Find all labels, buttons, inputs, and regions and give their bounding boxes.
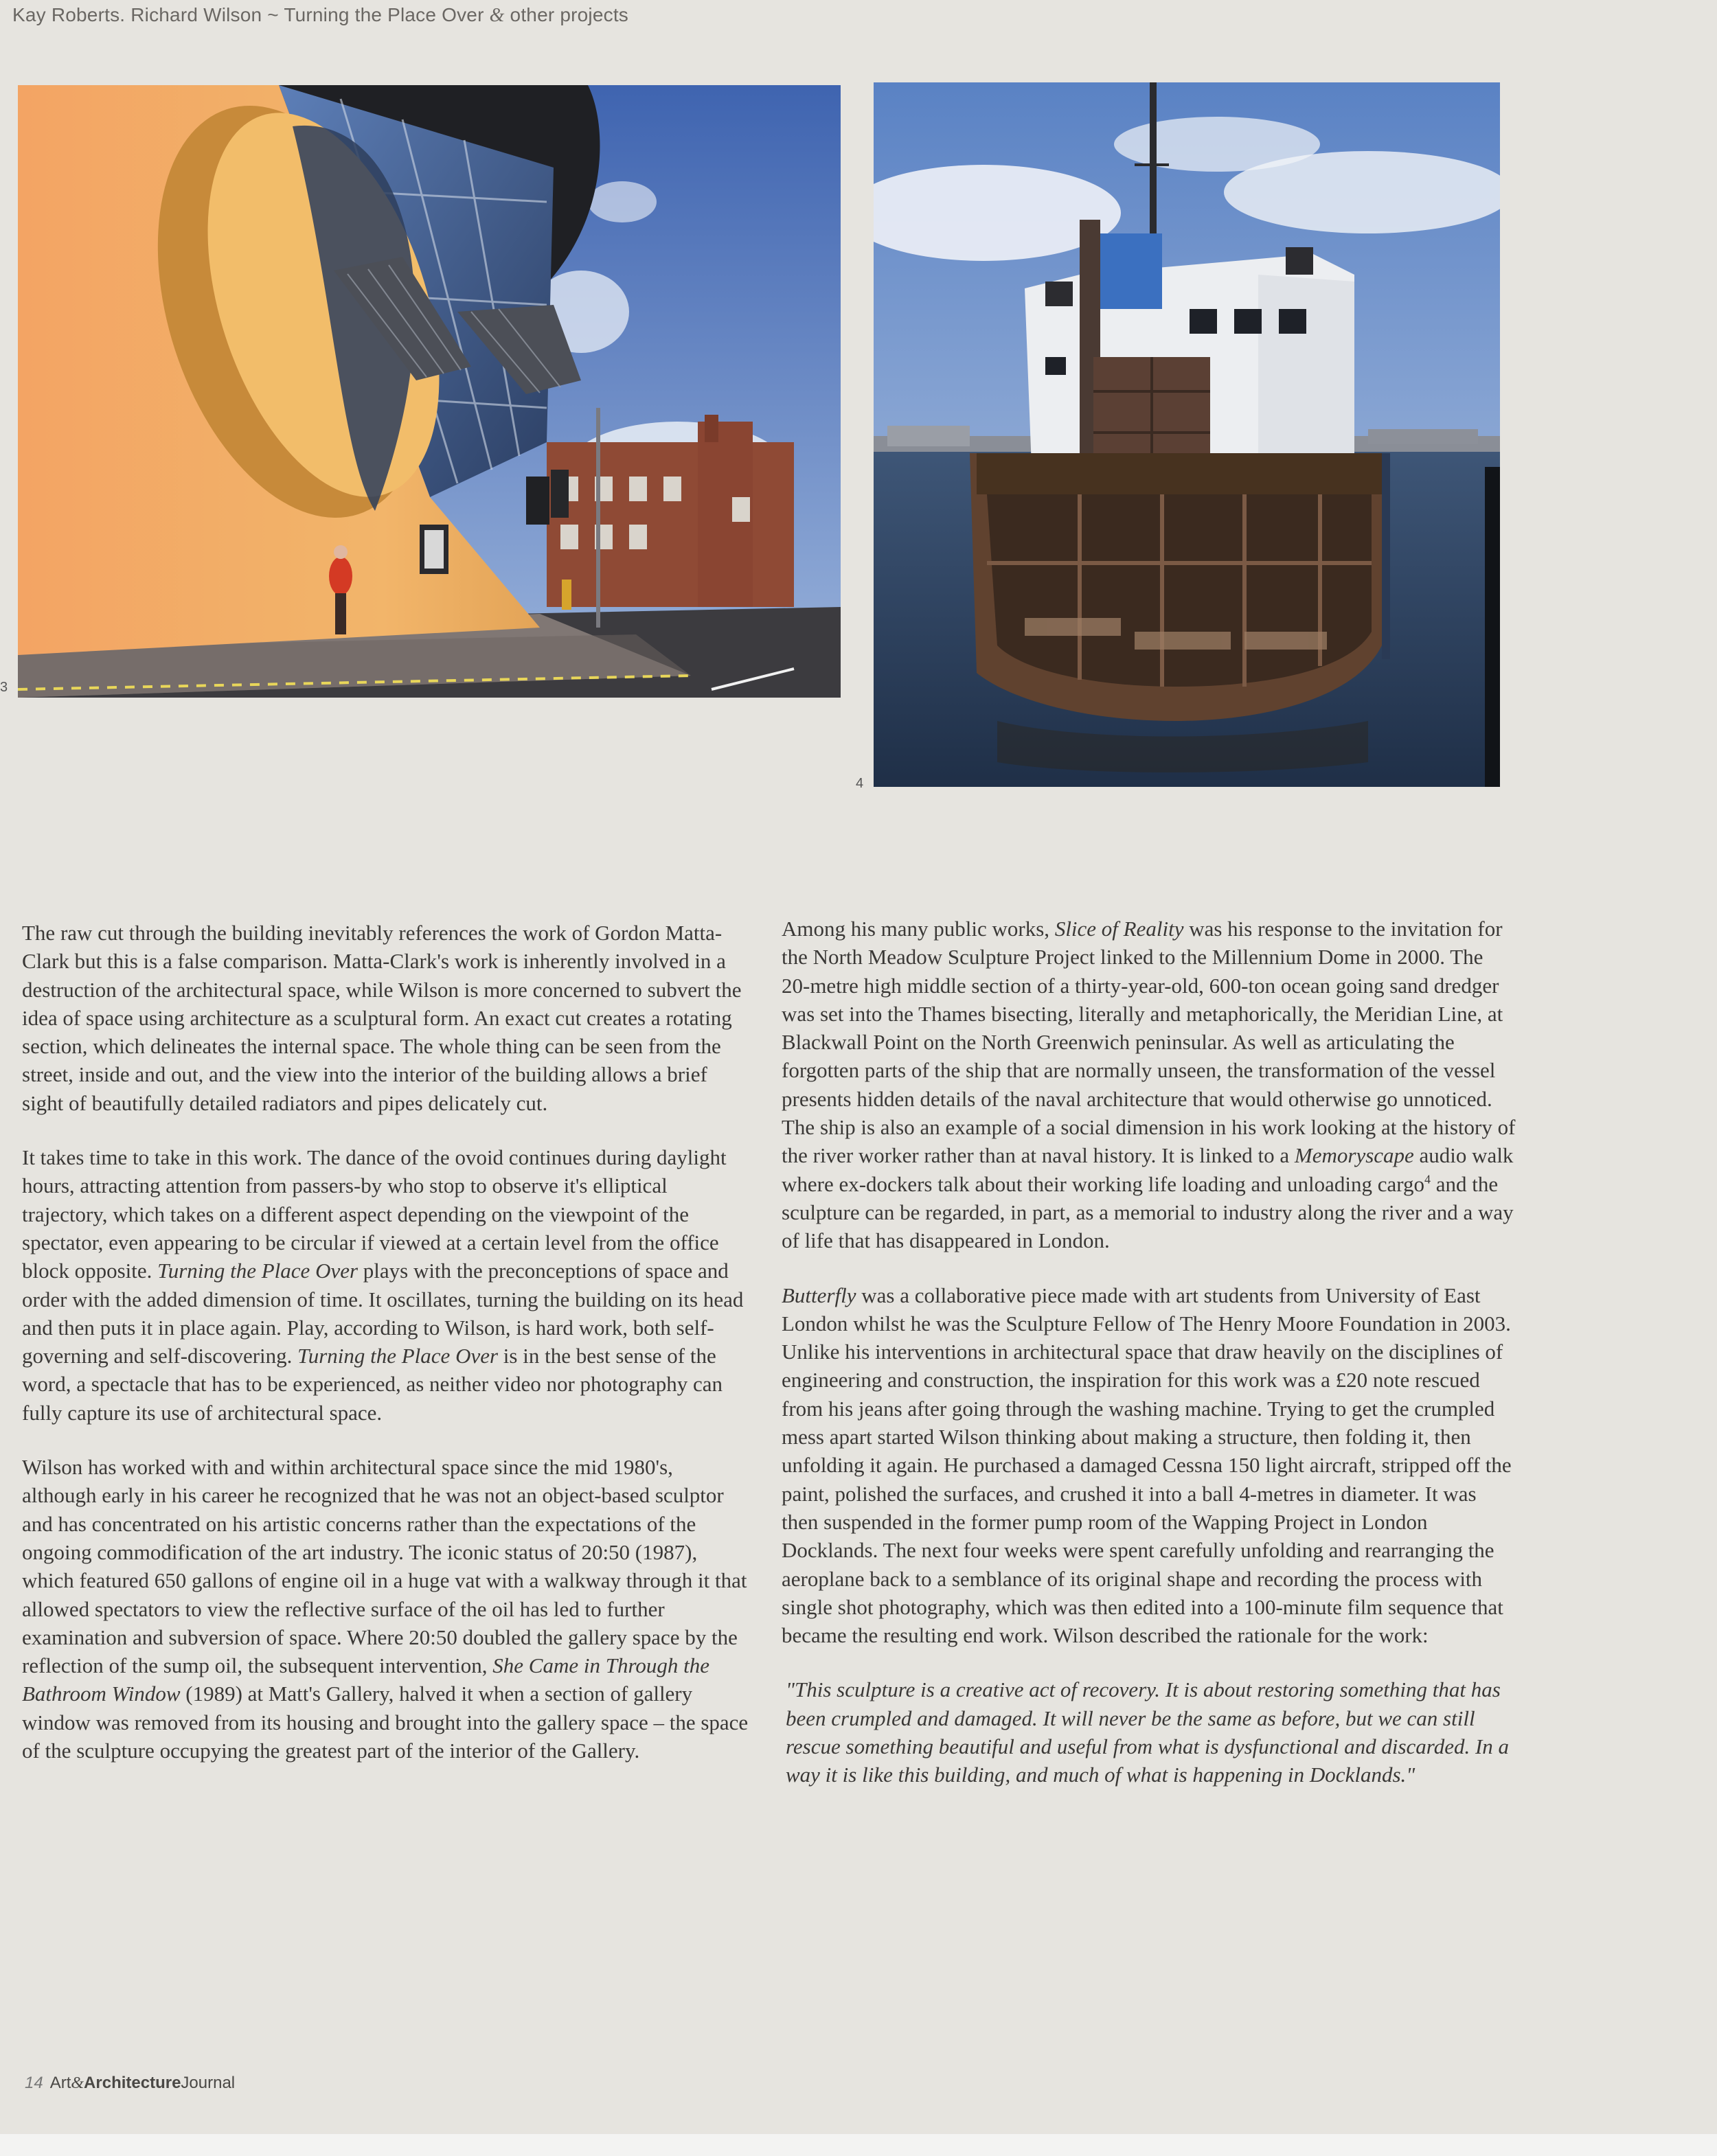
pull-quote: "This sculpture is a creative act of recovery. It is about restoring something that has been crumpled and damaged. It will never be the same as before, but we can still rescue something beautiful and useful from what is dysfunctional and discarded. In a way it is like this building, and much of what is happening in Docklands." (786, 1677, 1510, 1787)
running-head (12, 4, 628, 27)
right-p1-title-1: Slice of Reality (1054, 917, 1184, 941)
right-p2-title: Butterfly (782, 1283, 856, 1307)
header-authors: Kay Roberts. Richard Wilson (12, 4, 262, 25)
right-text-column (782, 915, 1516, 1815)
header-title-a: Turning the Place Over (284, 4, 490, 25)
right-p2-text: was a collaborative piece made with art students from University of East London whilst he was the Sculpture Fellow of The Henry Moore Foundation in 2003. Unlike his interventions in architectural space that draw heavily on the disciplines of engineering and construction, the inspiration for this work was a £20 note rescued from his jeans after going through the washing machine. Trying to get the crumpled mess apart started Wilson thinking about making a structure, then folding it, then unfolding it again. He purchased a damaged Cessna 150 light aircraft, stripped off the paint, polished the surfaces, and crushed it into a ball 4-metres in diameter. It was then suspended in the former pump room of the Wapping Project in London Docklands. The next four weeks were spent carefully unfolding and rearranging the aeroplane back to a semblance of its original shape and recording the process with single shot photography, which was then edited into a 100-minute film sequence that became the resulting end work. Wilson described the rationale for the work: (782, 1283, 1512, 1648)
ship-photo (874, 82, 1500, 787)
header-title-b: other projects (504, 4, 628, 25)
right-paragraph-1 (782, 915, 1516, 1255)
left-paragraph-3 (22, 1453, 750, 1765)
header-ampersand: & (489, 5, 505, 26)
ship-photo-image (874, 82, 1500, 787)
left-p2-title-2: Turning the Place Over (297, 1344, 499, 1368)
right-p1-text-d: and the sculpture can be regarded, in part, as a memorial to industry along the river and a way of life that has disappeared in London. (782, 1171, 1514, 1253)
journal-name-architecture: Architecture (84, 2074, 181, 2092)
left-p2-text-c: is in the best sense of the word, a spectacle that has to be experienced, as neither video nor photography can fully capture its use of architectural space. (22, 1344, 723, 1425)
left-p2-text-a: It takes time to take in this work. The dance of the ovoid continues during daylight hours, attracting attention from passers-by who stop to observe it's elliptical trajectory, which takes on a different aspect depending on the viewpoint of the spectator, even appearing to be circular if viewed at a certain level from the office block opposite. (22, 1145, 727, 1283)
left-p2-text-b: plays with the preconceptions of space and order with the added dimension of time. It oscillates, turning the building on its head and then puts it in place again. Play, according to Wilson, is hard work, both self-governing and self-discovering. (22, 1259, 744, 1368)
journal-name-ampersand: & (71, 2074, 84, 2092)
scan-edge (0, 2134, 1717, 2156)
right-paragraph-2 (782, 1281, 1516, 1650)
left-text-column (22, 919, 750, 1791)
page-number: 14 (25, 2074, 43, 2092)
left-paragraph-1: The raw cut through the building inevitably references the work of Gordon Matta-Clark but this is a false comparison. Matta-Clark's work is inherently involved in a destruction of the architectural space, while Wilson is more concerned to subvert the idea of space using architecture as a sculptural form. An exact cut creates a rotating section, which delineates the internal space. The whole thing can be seen from the street, inside and out, and the view into the interior of the building allows a brief sight of beautifully detailed radiators and pipes delicately cut. (22, 921, 742, 1115)
left-p2-title-1: Turning the Place Over (157, 1259, 359, 1283)
right-p1-text-c: audio walk where ex-dockers talk about their working life loading and unloading cargo (782, 1143, 1514, 1196)
building-photo (18, 85, 841, 698)
right-p1-text-b: was his response to the invitation for the North Meadow Sculpture Project linked to the Millennium Dome in 2000. The 20-metre high middle section of a thirty-year-old, 600-ton ocean going sand dredger was set into the Thames bisecting, literally and metaphorically, the Meridian Line, at Blackwall Point on the North Greenwich peninsular. As well as articulating the forgotten parts of the ship that are normally unseen, the transformation of the vessel presents hidden details of the naval architecture that would otherwise go unnoticed. The ship is also an example of a social dimension in his work looking at the history of the river worker rather than at naval history. It is linked to a (782, 917, 1516, 1168)
left-p3-title: She Came in Through the Bathroom Window (22, 1653, 710, 1706)
header-tilde: ~ (262, 4, 284, 25)
plate-number-4: 4 (856, 776, 864, 791)
footnote-marker: 4 (1424, 1172, 1431, 1186)
plate-number-3: 3 (0, 680, 8, 695)
right-p1-title-2: Memoryscape (1294, 1143, 1414, 1168)
right-p1-text-a: Among his many public works, (782, 917, 1055, 941)
page-footer (25, 2074, 235, 2093)
building-photo-image (18, 85, 841, 698)
journal-name-art: Art (49, 2074, 71, 2092)
left-p3-text-a: Wilson has worked with and within architectural space since the mid 1980's, although early in his career he recognized that he was not an object-based sculptor and has concentrated on his artistic concerns rather than the expectations of the ongoing commodification of the art industry. The iconic status of 20:50 (1987), which featured 650 gallons of engine oil in a huge vat with a walkway through it that allowed spectators to view the reflective surface of the oil has led to further examination and subversion of space. Where 20:50 doubled the gallery space by the reflection of the sump oil, the subsequent intervention, (22, 1455, 747, 1678)
left-paragraph-2 (22, 1143, 750, 1427)
left-p3-text-b: (1989) at Matt's Gallery, halved it when a section of gallery window was removed from its housing and brought into the gallery space – the space of the sculpture occupying the greatest part of the interior of the Gallery. (22, 1682, 749, 1763)
journal-name-journal: Journal (181, 2074, 236, 2092)
